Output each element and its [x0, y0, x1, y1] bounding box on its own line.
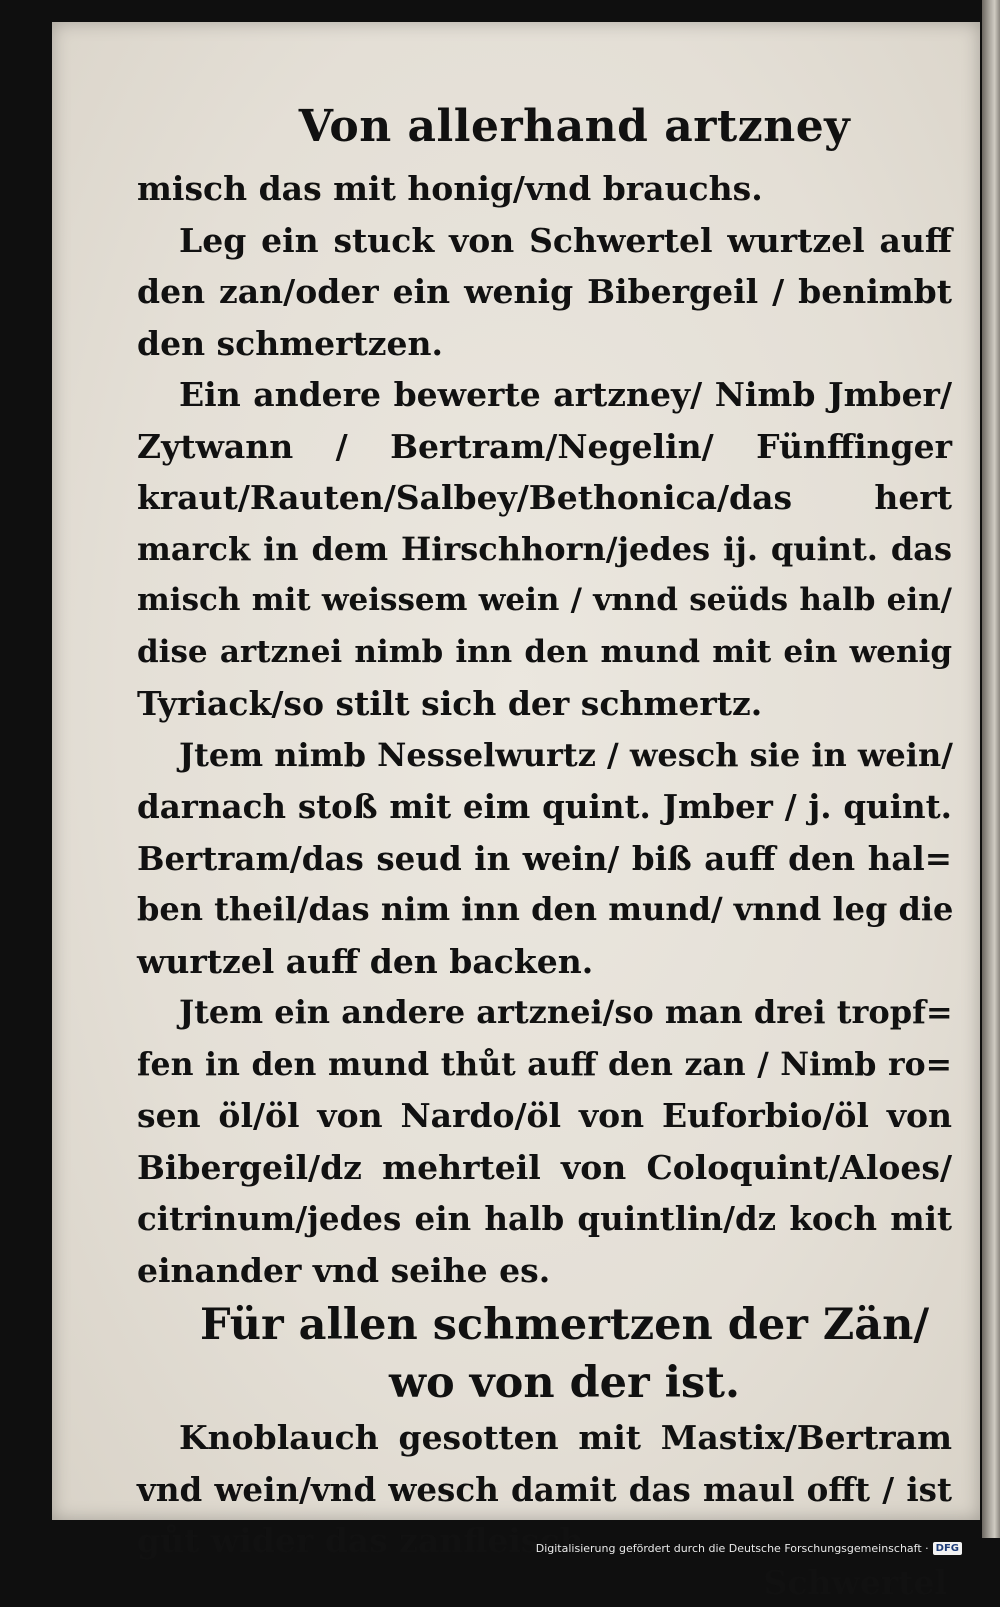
text-line: citrinum/jedes ein halb quintlin/dz koch mit — [137, 1199, 952, 1238]
section-heading — [177, 1296, 952, 1412]
text-line: ben theil/das nim inn den mund/ vnnd leg die — [137, 890, 954, 928]
paragraph-block-1 — [137, 163, 952, 1296]
text-line: vnd wein/vnd wesch damit das maul offt / ist — [137, 1469, 952, 1509]
text-line: Jtem nimb Nesselwurtz / wesch sie in wein/ — [179, 735, 953, 774]
book-page-edge — [982, 0, 1000, 1538]
text-line: Ein andere bewerte artzney/ Nimb Jmber/ — [179, 375, 952, 414]
catchword: Schwertel — [763, 1562, 947, 1602]
text-line: den schmertzen. — [137, 323, 443, 363]
text-line: dise artznei nimb inn den mund mit ein wenig — [137, 633, 952, 670]
credit-text: Digitalisierung gefördert durch die Deutsche Forschungsgemeinschaft · — [535, 1541, 929, 1555]
dfg-logo: DFG — [933, 1542, 962, 1555]
text-line: kraut/Rauten/Salbey/Bethonica/das hert — [137, 478, 952, 517]
text-line: Bertram/das seud in wein/ biß auff den hal= — [137, 838, 952, 878]
text-line: misch mit weissem wein / vnnd seüds halb ein/ — [137, 582, 952, 618]
page-text — [137, 97, 952, 1607]
text-line: Tyriack/so stilt sich der schmertz. — [137, 684, 763, 723]
section-heading-line: wo von der ist. — [389, 1358, 740, 1408]
text-line: einander vnd seihe es. — [137, 1250, 551, 1290]
text-line: Leg ein stuck von Schwertel wurtzel auff — [179, 220, 952, 260]
text-line: den zan/oder ein wenig Bibergeil / benimbt — [137, 272, 952, 311]
text-line: Bibergeil/dz mehrteil von Coloquint/Aloes/ — [137, 1147, 952, 1187]
text-line: sen öl/öl von Nardo/öl von Euforbio/öl von — [137, 1096, 952, 1135]
text-line: fen in den mund thůt auff den zan / Nimb ro= — [137, 1045, 952, 1083]
text-line: darnach stoß mit eim quint. Jmber / j. quint. — [137, 787, 952, 826]
section-heading-line: Für allen schmertzen der Zän/ — [199, 1300, 930, 1350]
running-head: Von allerhand artzney — [298, 101, 851, 152]
text-line: Knoblauch gesotten mit Mastix/Bertram — [179, 1418, 952, 1457]
text-line: misch das mit honig/vnd brauchs. — [137, 169, 763, 208]
text-line: Zytwann / Bertram/Negelin/ Fünffinger — [137, 426, 952, 466]
text-line: Jtem ein andere artznei/so man drei tropf= — [179, 993, 953, 1031]
text-line: marck in dem Hirschhorn/jedes ij. quint. das — [137, 529, 952, 568]
text-line: wurtzel auff den backen. — [137, 941, 594, 981]
digitization-credit — [536, 1540, 962, 1556]
text-line: gůt wider das zanfleisch. — [137, 1521, 596, 1560]
